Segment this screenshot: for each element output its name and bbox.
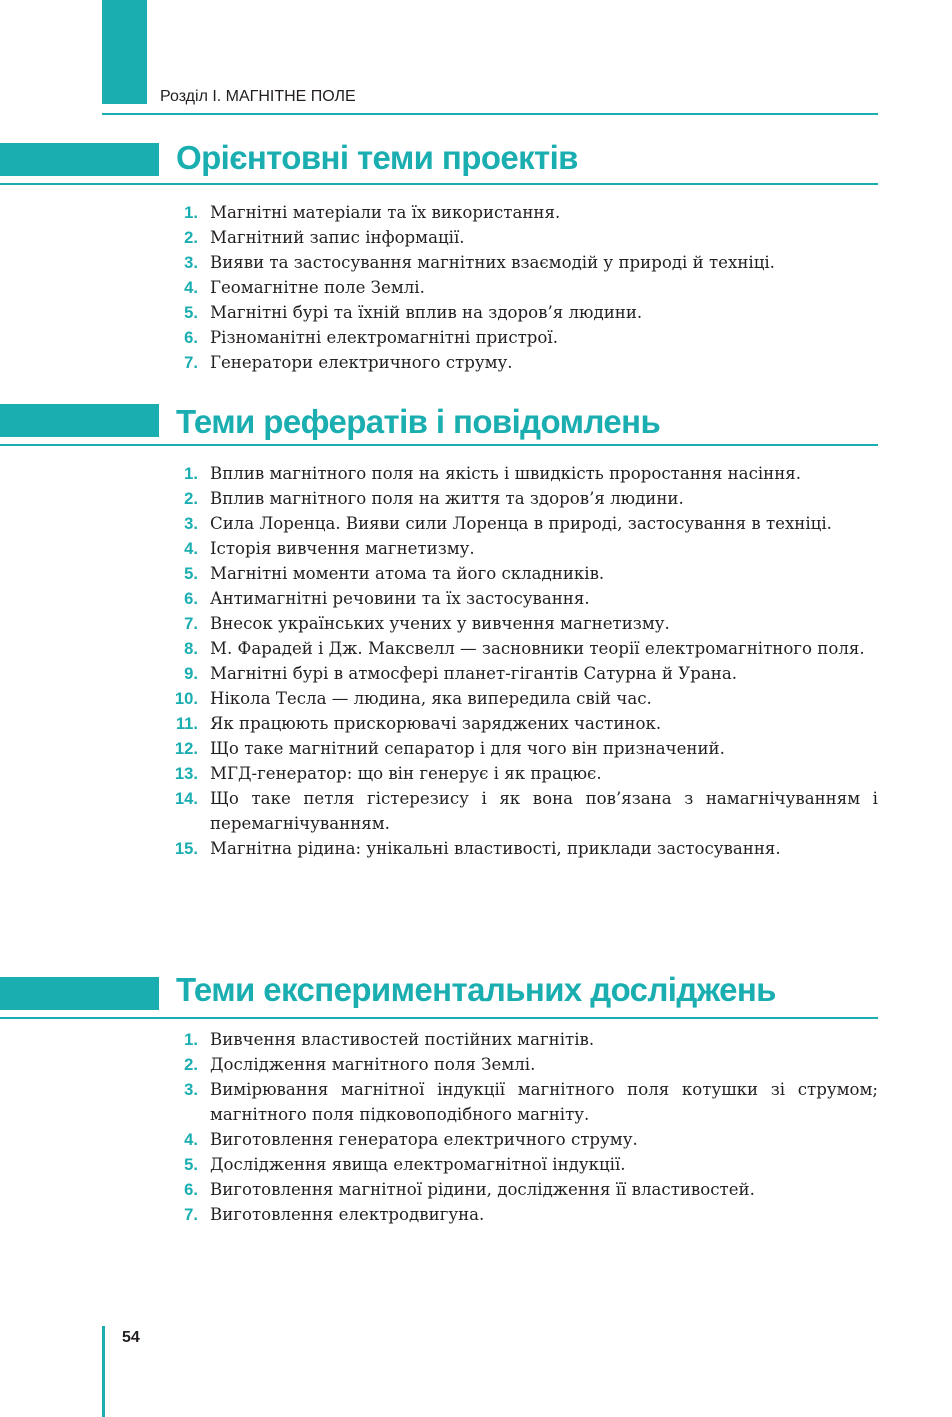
item-text: Магнітний запис інформації. bbox=[210, 228, 465, 247]
item-text: Антимагнітні речовини та їх застосування. bbox=[210, 589, 590, 608]
list-item bbox=[172, 711, 878, 736]
item-number: 5. bbox=[184, 1155, 198, 1174]
item-text: Як працюють прискорювачі заряджених частинок. bbox=[210, 714, 662, 733]
item-number: 6. bbox=[184, 589, 198, 608]
item-text: Що таке магнітний сепаратор і для чого він призначений. bbox=[210, 739, 725, 758]
item-number: 2. bbox=[184, 489, 198, 508]
item-text: Сила Лоренца. Вияви сили Лоренца в природі, застосування в техніці. bbox=[210, 514, 832, 533]
item-number: 3. bbox=[184, 253, 198, 272]
section-2-heading: Теми рефератів і повідомлень bbox=[176, 403, 661, 440]
item-number: 7. bbox=[184, 353, 198, 372]
item-text: Історія вивчення магнетизму. bbox=[210, 539, 475, 558]
list-item bbox=[172, 225, 878, 250]
list-item bbox=[172, 1127, 878, 1152]
list-item bbox=[172, 350, 878, 375]
item-number: 4. bbox=[184, 278, 198, 297]
item-number: 2. bbox=[184, 1055, 198, 1074]
item-number: 6. bbox=[184, 1180, 198, 1199]
item-text: МГД-генератор: що він генерує і як працює. bbox=[210, 764, 602, 783]
item-text: Вплив магнітного поля на життя та здоров’я людини. bbox=[210, 489, 684, 508]
item-number: 15. bbox=[174, 839, 198, 858]
item-text: Магнітні матеріали та їх використання. bbox=[210, 203, 561, 222]
section-1-heading: Орієнтовні теми проектів bbox=[176, 139, 578, 176]
item-text: Внесок українських учених у вивчення магнетизму. bbox=[210, 614, 670, 633]
list-item bbox=[172, 686, 878, 711]
item-text: Магнітна рідина: унікальні властивості, приклади застосування. bbox=[210, 839, 781, 858]
footer-accent-line bbox=[102, 1326, 105, 1417]
item-number: 1. bbox=[184, 464, 198, 483]
item-text: Вивчення властивостей постійних магнітів. bbox=[210, 1030, 595, 1049]
section-3-accent-bar bbox=[0, 977, 159, 1010]
section-3-rule bbox=[0, 1017, 878, 1019]
list-item bbox=[172, 250, 878, 275]
list-item bbox=[172, 561, 878, 586]
list-item bbox=[172, 536, 878, 561]
item-number: 14. bbox=[174, 789, 198, 808]
item-number: 6. bbox=[184, 328, 198, 347]
item-number: 2. bbox=[184, 228, 198, 247]
item-text: Вияви та застосування магнітних взаємодій у природі й техніці. bbox=[210, 253, 775, 272]
item-text: Вимірювання магнітної індукції магнітного поля котушки зі струмом; магнітного поля підковоподібного магніту. bbox=[210, 1080, 878, 1124]
item-number: 9. bbox=[184, 664, 198, 683]
list-item bbox=[172, 661, 878, 686]
item-text: Вплив магнітного поля на якість і швидкість проростання насіння. bbox=[210, 464, 802, 483]
item-number: 5. bbox=[184, 303, 198, 322]
list-item bbox=[172, 200, 878, 225]
list-item bbox=[172, 461, 878, 486]
page-number: 54 bbox=[122, 1329, 140, 1346]
list-item bbox=[172, 300, 878, 325]
item-number: 5. bbox=[184, 564, 198, 583]
list-item bbox=[172, 736, 878, 761]
item-number: 12. bbox=[174, 739, 198, 758]
list-item bbox=[172, 586, 878, 611]
item-number: 3. bbox=[184, 514, 198, 533]
item-number: 4. bbox=[184, 539, 198, 558]
list-item bbox=[172, 761, 878, 786]
item-number: 3. bbox=[184, 1080, 198, 1099]
item-number: 10. bbox=[174, 689, 198, 708]
item-number: 1. bbox=[184, 203, 198, 222]
item-number: 13. bbox=[174, 764, 198, 783]
item-number: 11. bbox=[175, 714, 198, 733]
item-text: Дослідження магнітного поля Землі. bbox=[210, 1055, 536, 1074]
item-text: Геомагнітне поле Землі. bbox=[210, 278, 425, 297]
list-item bbox=[172, 786, 878, 836]
item-number: 1. bbox=[184, 1030, 198, 1049]
item-text: Що таке петля гістерезису і як вона пов’язана з намагнічуванням і перемагнічуванням. bbox=[210, 789, 878, 833]
section-2-accent-bar bbox=[0, 404, 159, 437]
list-item bbox=[172, 636, 878, 661]
list-item bbox=[172, 836, 878, 861]
list-item bbox=[172, 275, 878, 300]
item-text: Різноманітні електромагнітні пристрої. bbox=[210, 328, 558, 347]
list-item bbox=[172, 486, 878, 511]
list-item bbox=[172, 1152, 878, 1177]
chapter-title: Розділ І. МАГНІТНЕ ПОЛЕ bbox=[160, 88, 356, 105]
item-number: 8. bbox=[184, 639, 198, 658]
list-item bbox=[172, 611, 878, 636]
item-number: 7. bbox=[184, 1205, 198, 1224]
item-text: Виготовлення генератора електричного струму. bbox=[210, 1130, 638, 1149]
section-2-list bbox=[172, 461, 878, 861]
item-text: Магнітні моменти атома та його складників. bbox=[210, 564, 605, 583]
list-item bbox=[172, 1052, 878, 1077]
header-accent-block bbox=[102, 0, 147, 104]
section-3-list bbox=[172, 1027, 878, 1227]
list-item bbox=[172, 1177, 878, 1202]
item-text: Магнітні бурі в атмосфері планет-гігантів Сатурна й Урана. bbox=[210, 664, 737, 683]
section-1-rule bbox=[0, 183, 878, 185]
list-item bbox=[172, 1202, 878, 1227]
section-2-rule bbox=[0, 444, 878, 446]
section-1-accent-bar bbox=[0, 143, 159, 176]
list-item bbox=[172, 1077, 878, 1127]
list-item bbox=[172, 1027, 878, 1052]
item-number: 4. bbox=[184, 1130, 198, 1149]
item-text: Виготовлення магнітної рідини, дослідження її властивостей. bbox=[210, 1180, 755, 1199]
item-text: Генератори електричного струму. bbox=[210, 353, 513, 372]
item-text: Нікола Тесла — людина, яка випередила свій час. bbox=[210, 689, 652, 708]
item-text: М. Фарадей і Дж. Максвелл — засновники теорії електромагнітного поля. bbox=[210, 639, 865, 658]
header-rule bbox=[102, 113, 878, 115]
section-1-list bbox=[172, 200, 878, 375]
list-item bbox=[172, 325, 878, 350]
item-text: Магнітні бурі та їхній вплив на здоров’я людини. bbox=[210, 303, 643, 322]
list-item bbox=[172, 511, 878, 536]
item-text: Дослідження явища електромагнітної індукції. bbox=[210, 1155, 626, 1174]
item-number: 7. bbox=[184, 614, 198, 633]
item-text: Виготовлення електродвигуна. bbox=[210, 1205, 485, 1224]
section-3-heading: Теми експериментальних досліджень bbox=[176, 971, 776, 1008]
